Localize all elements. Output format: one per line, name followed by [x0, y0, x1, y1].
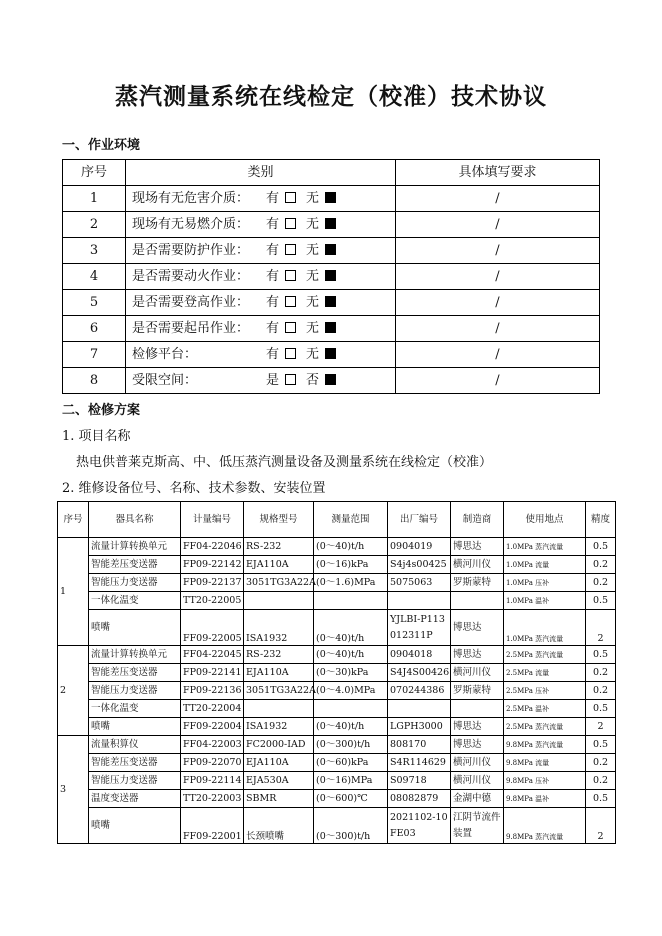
cell-meter-id: FF04-22046 [181, 538, 244, 556]
cell-meter-id: FP09-22136 [181, 682, 244, 700]
checked-box-icon[interactable] [325, 192, 336, 203]
cell-meter-id: FF09-22005 [181, 610, 244, 646]
checked-box-icon[interactable] [325, 374, 336, 385]
group-number: 2 [58, 646, 89, 736]
cell-maker: 罗斯蒙特 [451, 574, 504, 592]
group-number: 1 [58, 538, 89, 646]
cell-accuracy: 0.2 [586, 556, 616, 574]
table-row [58, 556, 616, 574]
cell-model [244, 592, 314, 610]
cell-meter-id: FP09-22137 [181, 574, 244, 592]
cell-maker: 博思达 [451, 610, 504, 646]
option-label: 无 [306, 242, 320, 258]
requirement-cell: / [396, 264, 600, 290]
cell-serial: S4j4s00425 [388, 556, 451, 574]
option-label: 无 [306, 216, 320, 232]
cell-model: 3051TG3A22A [244, 574, 314, 592]
checked-box-icon[interactable] [325, 218, 336, 229]
header-accuracy: 精度 [586, 502, 616, 538]
table-row [63, 368, 600, 394]
table-row [58, 664, 616, 682]
cell-serial [388, 700, 451, 718]
cell-model: 3051TG3A22A [244, 682, 314, 700]
cell-maker: 横河川仪 [451, 754, 504, 772]
cell-meter-id: TT20-22003 [181, 790, 244, 808]
cell-accuracy: 0.2 [586, 574, 616, 592]
project-name-text: 热电供普莱克斯高、中、低压蒸汽测量设备及测量系统在线检定（校准） [76, 455, 493, 470]
header-range: 测量范围 [314, 502, 388, 538]
option-label: 无 [306, 320, 320, 336]
group-number: 3 [58, 736, 89, 844]
cell-accuracy: 0.5 [586, 736, 616, 754]
unchecked-box-icon[interactable] [285, 218, 296, 229]
row-number: 1 [63, 186, 126, 212]
header-seq: 序号 [63, 160, 126, 186]
cell-model: EJA530A [244, 772, 314, 790]
cell-maker: 罗斯蒙特 [451, 682, 504, 700]
cell-serial [388, 592, 451, 610]
cell-location: 2.5MPa 蒸汽流量 [504, 646, 586, 664]
cell-range: (0～30)kPa [314, 664, 388, 682]
requirement-cell: / [396, 316, 600, 342]
cell-meter-id: FF09-22004 [181, 718, 244, 736]
cell-model: SBMR [244, 790, 314, 808]
section-heading-plan: 二、检修方案 [62, 403, 141, 418]
cell-name: 流量积算仪 [89, 736, 181, 754]
cell-meter-id: TT20-22005 [181, 592, 244, 610]
unchecked-box-icon[interactable] [285, 296, 296, 307]
category-label: 检修平台： [132, 346, 198, 362]
equipment-list-label: 2. 维修设备位号、名称、技术参数、安装位置 [62, 481, 326, 496]
row-number: 2 [63, 212, 126, 238]
unchecked-box-icon[interactable] [285, 322, 296, 333]
option-label: 否 [306, 372, 320, 388]
cell-serial: 5075063 [388, 574, 451, 592]
header-meter-id: 计量编号 [181, 502, 244, 538]
category-cell [126, 238, 396, 264]
cell-name: 一体化温变 [89, 700, 181, 718]
cell-accuracy: 0.2 [586, 664, 616, 682]
cell-location: 2.5MPa 流量 [504, 664, 586, 682]
option-label: 是 [266, 372, 280, 388]
option-label: 无 [306, 346, 320, 362]
table-row [63, 212, 600, 238]
cell-name: 喷嘴 [89, 808, 181, 844]
cell-serial: LGPH3000 [388, 718, 451, 736]
option-label: 无 [306, 294, 320, 310]
cell-model: EJA110A [244, 754, 314, 772]
cell-range: (0～4.0)MPa [314, 682, 388, 700]
section-heading-environment: 一、作业环境 [62, 138, 141, 153]
checked-box-icon[interactable] [325, 348, 336, 359]
cell-accuracy: 0.5 [586, 790, 616, 808]
cell-meter-id: FP09-22142 [181, 556, 244, 574]
header-requirement: 具体填写要求 [396, 160, 600, 186]
checked-box-icon[interactable] [325, 244, 336, 255]
cell-accuracy: 2 [586, 808, 616, 844]
table-row [63, 290, 600, 316]
table-row [63, 316, 600, 342]
cell-meter-id: FP09-22114 [181, 772, 244, 790]
cell-range: (0～60)kPa [314, 754, 388, 772]
category-label: 是否需要防护作业： [132, 242, 250, 258]
cell-model [244, 700, 314, 718]
cell-name: 智能压力变送器 [89, 772, 181, 790]
cell-location: 9.8MPa 蒸汽流量 [504, 808, 586, 844]
option-label: 有 [266, 242, 280, 258]
unchecked-box-icon[interactable] [285, 348, 296, 359]
requirement-cell: / [396, 342, 600, 368]
option-label: 无 [306, 190, 320, 206]
requirement-cell: / [396, 290, 600, 316]
cell-name: 喷嘴 [89, 610, 181, 646]
cell-accuracy: 0.2 [586, 772, 616, 790]
cell-meter-id: FF09-22001 [181, 808, 244, 844]
cell-location: 1.0MPa 压补 [504, 574, 586, 592]
cell-model: 长颈喷嘴 [244, 808, 314, 844]
cell-serial: S09718 [388, 772, 451, 790]
row-number: 4 [63, 264, 126, 290]
header-name: 器具名称 [89, 502, 181, 538]
cell-model: EJA110A [244, 556, 314, 574]
cell-maker: 博思达 [451, 646, 504, 664]
project-name-label: 1. 项目名称 [62, 429, 131, 444]
requirement-cell: / [396, 212, 600, 238]
cell-range: (0～16)MPa [314, 772, 388, 790]
table-row [58, 790, 616, 808]
cell-accuracy: 0.5 [586, 592, 616, 610]
cell-range: (0～300)t/h [314, 736, 388, 754]
option-label: 有 [266, 346, 280, 362]
table-row [58, 610, 616, 646]
option-label: 有 [266, 294, 280, 310]
cell-name: 智能差压变送器 [89, 754, 181, 772]
cell-maker: 博思达 [451, 538, 504, 556]
table-header-row [63, 160, 600, 186]
row-number: 3 [63, 238, 126, 264]
cell-serial: 0904019 [388, 538, 451, 556]
cell-serial: 070244386 [388, 682, 451, 700]
cell-name: 智能压力变送器 [89, 682, 181, 700]
category-cell [126, 290, 396, 316]
cell-serial: YJLBI-P113 012311P [388, 610, 451, 646]
requirement-cell: / [396, 186, 600, 212]
header-maker: 制造商 [451, 502, 504, 538]
cell-maker: 横河川仪 [451, 556, 504, 574]
cell-model: FC2000-IAD [244, 736, 314, 754]
cell-serial: 808170 [388, 736, 451, 754]
cell-range [314, 700, 388, 718]
cell-model: ISA1932 [244, 610, 314, 646]
cell-location: 2.5MPa 压补 [504, 682, 586, 700]
category-label: 是否需要登高作业： [132, 294, 250, 310]
cell-accuracy: 0.5 [586, 700, 616, 718]
cell-maker: 博思达 [451, 736, 504, 754]
cell-location: 1.0MPa 流量 [504, 556, 586, 574]
cell-range: (0～40)t/h [314, 646, 388, 664]
table-row [58, 592, 616, 610]
cell-meter-id: FF04-22003 [181, 736, 244, 754]
header-serial: 出厂编号 [388, 502, 451, 538]
cell-model: RS-232 [244, 646, 314, 664]
table-header-row [58, 502, 616, 538]
cell-model: ISA1932 [244, 718, 314, 736]
category-cell [126, 316, 396, 342]
cell-serial: 2021102-10 FE03 [388, 808, 451, 844]
cell-location: 1.0MPa 蒸汽流量 [504, 538, 586, 556]
option-label: 有 [266, 190, 280, 206]
header-seq: 序号 [58, 502, 89, 538]
document-title: 蒸汽测量系统在线检定（校准）技术协议 [115, 83, 547, 110]
table-row [58, 574, 616, 592]
checked-box-icon[interactable] [325, 296, 336, 307]
cell-range: (0～16)kPa [314, 556, 388, 574]
cell-location: 1.0MPa 蒸汽流量 [504, 610, 586, 646]
cell-location: 9.8MPa 温补 [504, 790, 586, 808]
unchecked-box-icon[interactable] [285, 244, 296, 255]
cell-name: 流量计算转换单元 [89, 646, 181, 664]
cell-location: 2.5MPa 温补 [504, 700, 586, 718]
cell-location: 9.8MPa 压补 [504, 772, 586, 790]
table-row [58, 754, 616, 772]
category-label: 是否需要动火作业： [132, 268, 250, 284]
cell-name: 流量计算转换单元 [89, 538, 181, 556]
option-label: 有 [266, 268, 280, 284]
header-model: 规格型号 [244, 502, 314, 538]
cell-model: EJA110A [244, 664, 314, 682]
category-cell [126, 186, 396, 212]
cell-range: (0～40)t/h [314, 610, 388, 646]
row-number: 5 [63, 290, 126, 316]
unchecked-box-icon[interactable] [285, 374, 296, 385]
cell-serial: S4R114629 [388, 754, 451, 772]
cell-meter-id: TT20-22004 [181, 700, 244, 718]
cell-accuracy: 0.5 [586, 538, 616, 556]
header-location: 使用地点 [504, 502, 586, 538]
option-label: 有 [266, 320, 280, 336]
table-row [63, 264, 600, 290]
category-label: 受限空间： [132, 372, 198, 388]
row-number: 8 [63, 368, 126, 394]
cell-range: (0～300)t/h [314, 808, 388, 844]
cell-meter-id: FP09-22141 [181, 664, 244, 682]
table-row [58, 718, 616, 736]
cell-maker: 横河川仪 [451, 664, 504, 682]
cell-name: 智能差压变送器 [89, 664, 181, 682]
cell-location: 1.0MPa 温补 [504, 592, 586, 610]
cell-range: (0～1.6)MPa [314, 574, 388, 592]
cell-maker: 江阴节流件装置 [451, 808, 504, 844]
cell-range: (0～600)℃ [314, 790, 388, 808]
checked-box-icon[interactable] [325, 270, 336, 281]
option-label: 有 [266, 216, 280, 232]
cell-serial: S4J4S00426 [388, 664, 451, 682]
cell-maker: 博思达 [451, 718, 504, 736]
row-number: 7 [63, 342, 126, 368]
table-row [58, 700, 616, 718]
category-cell [126, 212, 396, 238]
category-cell [126, 342, 396, 368]
requirement-cell: / [396, 368, 600, 394]
equipment-table [57, 501, 616, 844]
cell-accuracy: 2 [586, 610, 616, 646]
table-row [63, 186, 600, 212]
cell-range: (0～40)t/h [314, 718, 388, 736]
cell-maker: 横河川仪 [451, 772, 504, 790]
row-number: 6 [63, 316, 126, 342]
cell-meter-id: FP09-22070 [181, 754, 244, 772]
unchecked-box-icon[interactable] [285, 192, 296, 203]
table-row [58, 772, 616, 790]
cell-serial: 08082879 [388, 790, 451, 808]
cell-location: 9.8MPa 蒸汽流量 [504, 736, 586, 754]
header-category: 类别 [126, 160, 396, 186]
work-environment-table [62, 159, 600, 394]
cell-maker: 金湖中德 [451, 790, 504, 808]
cell-accuracy: 0.2 [586, 682, 616, 700]
cell-location: 2.5MPa 蒸汽流量 [504, 718, 586, 736]
cell-maker [451, 700, 504, 718]
category-label: 是否需要起吊作业： [132, 320, 250, 336]
cell-name: 一体化温变 [89, 592, 181, 610]
table-row [58, 736, 616, 754]
category-label: 现场有无易燃介质： [132, 216, 250, 232]
unchecked-box-icon[interactable] [285, 270, 296, 281]
cell-range: (0～40)t/h [314, 538, 388, 556]
cell-serial: 0904018 [388, 646, 451, 664]
table-row [58, 646, 616, 664]
requirement-cell: / [396, 238, 600, 264]
cell-accuracy: 2 [586, 718, 616, 736]
option-label: 无 [306, 268, 320, 284]
cell-name: 智能压力变送器 [89, 574, 181, 592]
category-cell [126, 368, 396, 394]
table-row [63, 342, 600, 368]
table-row [58, 682, 616, 700]
cell-name: 智能差压变送器 [89, 556, 181, 574]
category-label: 现场有无危害介质： [132, 190, 250, 206]
category-cell [126, 264, 396, 290]
checked-box-icon[interactable] [325, 322, 336, 333]
cell-range [314, 592, 388, 610]
cell-meter-id: FF04-22045 [181, 646, 244, 664]
table-row [58, 808, 616, 844]
cell-maker [451, 592, 504, 610]
cell-model: RS-232 [244, 538, 314, 556]
cell-accuracy: 0.5 [586, 646, 616, 664]
cell-accuracy: 0.2 [586, 754, 616, 772]
table-row [58, 538, 616, 556]
cell-name: 喷嘴 [89, 718, 181, 736]
cell-location: 9.8MPa 流量 [504, 754, 586, 772]
cell-name: 温度变送器 [89, 790, 181, 808]
table-row [63, 238, 600, 264]
